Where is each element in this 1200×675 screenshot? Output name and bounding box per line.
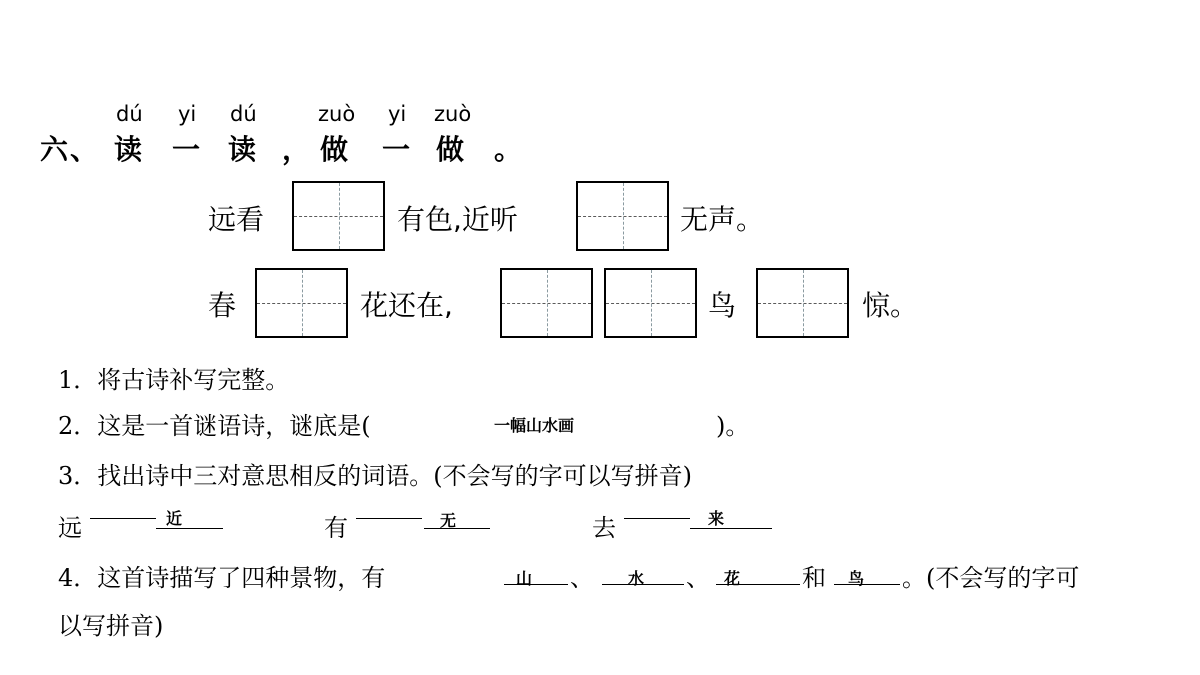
poem-line2-part-d: 惊。 xyxy=(862,289,919,322)
writing-grid-box-6[interactable] xyxy=(756,268,849,338)
q4-answer-2-line xyxy=(602,584,684,585)
writing-grid-box-5[interactable] xyxy=(604,268,697,338)
pair-2-answer-line xyxy=(424,528,490,529)
pinyin-zuo-1: zuò xyxy=(318,102,356,126)
pair-1-answer: 近 xyxy=(166,509,183,528)
pinyin-du-1: dú xyxy=(116,102,143,126)
poem-line2-part-a: 春 xyxy=(208,289,237,322)
heading-char-du-1: 读 xyxy=(114,133,145,166)
heading-char-zuo-1: 做 xyxy=(320,133,351,166)
writing-grid-box-1[interactable] xyxy=(292,181,385,251)
poem-line1-part-a: 远看 xyxy=(208,203,265,236)
pinyin-yi-2: yi xyxy=(388,102,407,126)
pair-3-answer-line xyxy=(690,528,772,529)
heading-char-yi-1: 一 xyxy=(172,133,203,166)
heading-comma: ， xyxy=(282,133,313,166)
q4-sep-1: 、 xyxy=(570,564,594,592)
pinyin-yi-1: yi xyxy=(178,102,197,126)
pair-2-word: 有 xyxy=(324,514,348,542)
poem-line1-part-c: 无声。 xyxy=(680,203,765,236)
writing-grid-box-3[interactable] xyxy=(255,268,348,338)
q4-line-2: 以写拼音) xyxy=(58,612,164,640)
q4-answer-3-line xyxy=(716,584,800,585)
q4-answer-4-line xyxy=(834,584,900,585)
question-1: 1．将古诗补写完整。 xyxy=(58,366,290,394)
heading-char-zuo-2: 做 xyxy=(436,133,467,166)
writing-grid-box-4[interactable] xyxy=(500,268,593,338)
q4-and: 和 xyxy=(802,564,826,592)
q4-answer-3: 花 xyxy=(724,569,741,588)
q4-answer-2: 水 xyxy=(628,569,645,588)
q4-answer-1-line xyxy=(504,584,568,585)
poem-line1-part-b: 有色,近听 xyxy=(397,203,518,236)
pair-3-dash xyxy=(624,518,690,519)
pair-2-dash xyxy=(356,518,422,519)
poem-line2-part-b: 花还在, xyxy=(360,289,453,322)
q4-answer-1: 山 xyxy=(516,569,533,588)
poem-line2-part-c: 鸟 xyxy=(708,289,737,322)
heading-period: 。 xyxy=(494,133,525,166)
pair-3-answer: 来 xyxy=(708,509,725,528)
section-number: 六、 xyxy=(40,133,101,166)
writing-grid-box-2[interactable] xyxy=(576,181,669,251)
q4-sep-2: 、 xyxy=(686,564,710,592)
question-2-close: )。 xyxy=(716,412,750,440)
question-3: 3．找出诗中三对意思相反的词语。(不会写的字可以写拼音) xyxy=(58,462,692,490)
pair-3-word: 去 xyxy=(592,514,616,542)
pair-2-answer: 无 xyxy=(440,511,457,530)
question-2-answer: 一幅山水画 xyxy=(494,416,575,435)
pair-1-word: 远 xyxy=(58,514,82,542)
pinyin-zuo-2: zuò xyxy=(434,102,472,126)
q4-answer-4: 鸟 xyxy=(848,569,865,588)
q4-end: 。(不会写的字可 xyxy=(902,564,1080,592)
pair-1-answer-line xyxy=(156,528,223,529)
heading-char-yi-2: 一 xyxy=(382,133,413,166)
pair-1-dash xyxy=(90,518,156,519)
pinyin-du-2: dú xyxy=(230,102,257,126)
question-4: 4．这首诗描写了四种景物，有 xyxy=(58,564,386,592)
question-2: 2．这是一首谜语诗，谜底是( xyxy=(58,412,371,440)
heading-char-du-2: 读 xyxy=(228,133,259,166)
